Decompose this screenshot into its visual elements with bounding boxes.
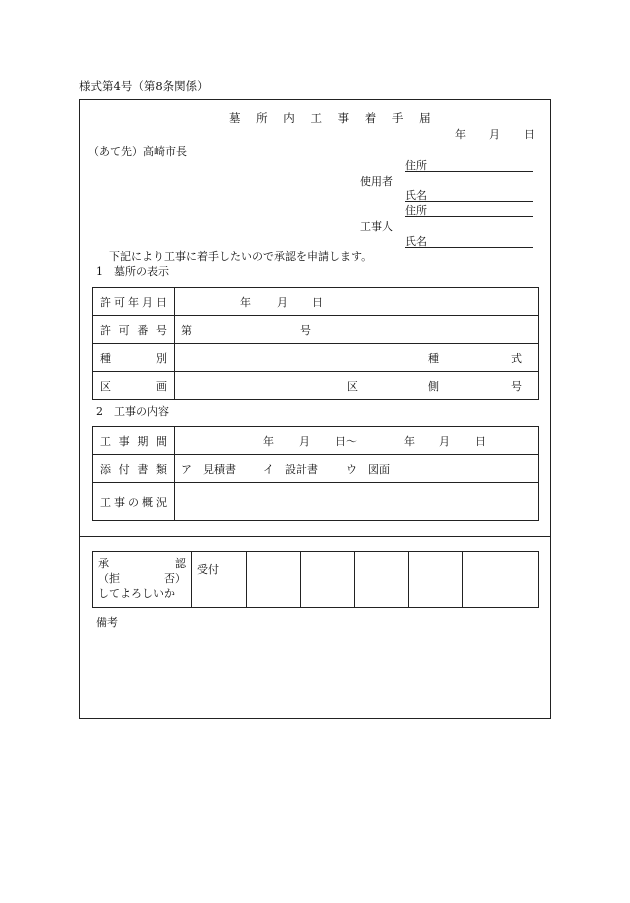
period-month-end: 月 — [439, 434, 450, 448]
section-gawa: 側 — [428, 379, 439, 393]
permit-date-value-cell — [175, 288, 539, 316]
contractor-name-line — [405, 247, 533, 248]
period-year-end: 年 — [404, 434, 415, 448]
divider — [79, 536, 551, 537]
type-value-cell — [175, 344, 539, 372]
contractor-address-label: 住所 — [405, 204, 427, 217]
type-shiki: 式 — [511, 351, 522, 365]
permit-number-row — [93, 316, 539, 344]
date-day: 日 — [524, 128, 535, 141]
period-label-cell: 工 事 期 間 — [93, 427, 175, 455]
attachments-row — [93, 455, 539, 483]
user-name-label: 氏名 — [405, 189, 427, 202]
contractor-label: 工事人 — [360, 220, 393, 233]
period-year-start: 年 — [263, 434, 274, 448]
approval-line3: してよろしいか — [98, 587, 175, 600]
section-label-cell: 区 画 — [93, 372, 175, 400]
type-row — [93, 344, 539, 372]
period-row — [93, 427, 539, 455]
addressee: （あて先）高崎市長 — [88, 145, 187, 158]
attachments-value-cell — [175, 455, 539, 483]
user-label: 使用者 — [360, 175, 393, 188]
permit-date-row — [93, 288, 539, 316]
approval-row — [93, 552, 539, 608]
attachment-design: イ 設計書 — [263, 462, 318, 476]
overview-value-cell — [175, 483, 539, 521]
overview-row — [93, 483, 539, 521]
remarks-label: 備考 — [96, 616, 118, 629]
permit-date-month: 月 — [277, 295, 288, 309]
date-month: 月 — [489, 128, 500, 141]
permit-number-value-cell — [175, 316, 539, 344]
permit-date-year: 年 — [240, 295, 251, 309]
type-shu: 種 — [428, 351, 439, 365]
section-value-cell — [175, 372, 539, 400]
work-content-table — [92, 426, 539, 521]
stamp-cell-5 — [463, 552, 539, 608]
attachment-drawing: ウ 図面 — [346, 462, 390, 476]
form-number: 様式第4号（第8条関係） — [79, 79, 209, 93]
section-go: 号 — [511, 379, 522, 393]
user-name-line — [405, 201, 533, 202]
period-day-start: 日～ — [335, 434, 357, 448]
statement: 下記により工事に着手したいので承認を申請します。 — [109, 250, 373, 263]
user-address-line — [405, 171, 533, 172]
permit-number-prefix: 第 — [181, 323, 192, 337]
form-title: 墓 所 内 工 事 着 手 届 — [229, 111, 437, 125]
permit-number-suffix: 号 — [300, 323, 311, 337]
permit-number-label-cell: 許 可 番 号 — [93, 316, 175, 344]
section-ku: 区 — [347, 379, 358, 393]
stamp-cell-1 — [247, 552, 301, 608]
permit-date-day: 日 — [312, 295, 323, 309]
section1-heading: 1 墓所の表示 — [96, 265, 169, 278]
approval-label-cell: 承 認 （拒 否） してよろしいか — [93, 552, 192, 608]
period-value-cell — [175, 427, 539, 455]
grave-info-table — [92, 287, 539, 400]
stamp-cell-3 — [355, 552, 409, 608]
period-month-start: 月 — [299, 434, 310, 448]
period-day-end: 日 — [475, 434, 486, 448]
attachment-estimate: ア 見積書 — [181, 462, 236, 476]
date-year: 年 — [455, 128, 466, 141]
stamp-cell-4 — [409, 552, 463, 608]
section2-heading: 2 工事の内容 — [96, 405, 169, 418]
section-row — [93, 372, 539, 400]
reception-label: 受付 — [197, 563, 219, 576]
stamp-cell-2 — [301, 552, 355, 608]
user-address-label: 住所 — [405, 159, 427, 172]
approval-table — [92, 551, 539, 608]
type-label-cell: 種 別 — [93, 344, 175, 372]
overview-label-cell: 工 事 の 概 況 — [93, 483, 175, 521]
attachments-label-cell: 添 付 書 類 — [93, 455, 175, 483]
contractor-name-label: 氏名 — [405, 235, 427, 248]
reception-cell — [192, 552, 247, 608]
permit-date-label-cell: 許 可 年 月 日 — [93, 288, 175, 316]
contractor-address-line — [405, 216, 533, 217]
